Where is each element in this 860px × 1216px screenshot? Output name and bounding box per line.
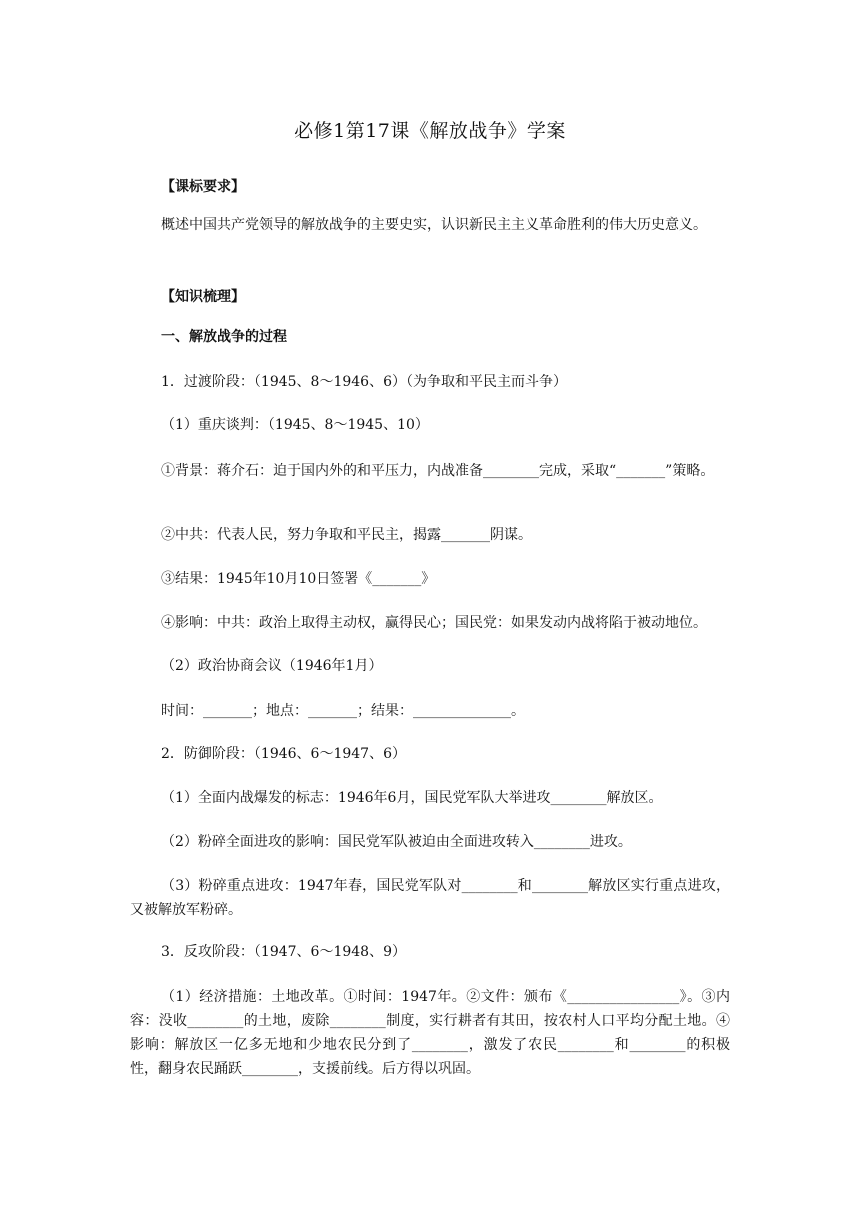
item-influence: ④影响：中共：政治上取得主动权，赢得民心；国民党：如果发动内战将陷于被动地位。 — [161, 615, 707, 631]
paragraph-requirements: 概述中国共产党领导的解放战争的主要史实，认识新民主主义革命胜利的伟大历史意义。 — [161, 217, 707, 233]
item-civil-war-outbreak: （1）全面内战爆发的标志：1946年6月，国民党军队大举进攻________解放区。 — [161, 790, 663, 806]
item-background: ①背景：蒋介石：迫于国内外的和平压力，内战准备________完成，采取“_______”策略。 — [161, 463, 715, 479]
item-land-reform: （1）经济措施：土地改革。①时间：1947年。②文件：颁布《________________》。③内容：没收________的土地，废除________制度，实行耕者有其田，按农村人口平均分配土地。④影响：解放区一亿多无地和少地农民分到了________，激发了农民________和________的积极性，翻身农民踊跃________，支援前线。后方得以巩固。 — [130, 989, 730, 1077]
item-time-place-result: 时间：_______；地点：_______；结果：______________。 — [161, 703, 525, 719]
page-title: 必修1第17课《解放战争》学案 — [294, 120, 566, 142]
item-stage-2: 2．防御阶段：（1946、6～1947、6） — [161, 746, 406, 762]
section-heading-requirements: 【课标要求】 — [161, 179, 245, 195]
item-crush-full-attack: （2）粉碎全面进攻的影响：国民党军队被迫由全面进攻转入________进攻。 — [161, 834, 632, 850]
item-crush-key-attack: （3）粉碎重点进攻：1947年春，国民党军队对________和________解放区实行重点进攻，又被解放军粉碎。 — [130, 878, 730, 918]
section-heading-knowledge: 【知识梳理】 — [161, 289, 245, 305]
item-result: ③结果：1945年10月10日签署《_______》 — [161, 571, 436, 587]
item-stage-1: 1．过渡阶段：（1945、8～1946、6）（为争取和平民主而斗争） — [161, 374, 567, 390]
item-stage-3: 3．反攻阶段：（1947、6～1948、9） — [161, 944, 406, 960]
item-chongqing-talks: （1）重庆谈判：（1945、8～1945、10） — [161, 417, 429, 433]
item-political-consultative: （2）政治协商会议（1946年1月） — [161, 658, 383, 674]
subsection-heading-process: 一、解放战争的过程 — [161, 329, 287, 345]
item-ccp: ②中共：代表人民，努力争取和平民主，揭露_______阴谋。 — [161, 527, 532, 543]
